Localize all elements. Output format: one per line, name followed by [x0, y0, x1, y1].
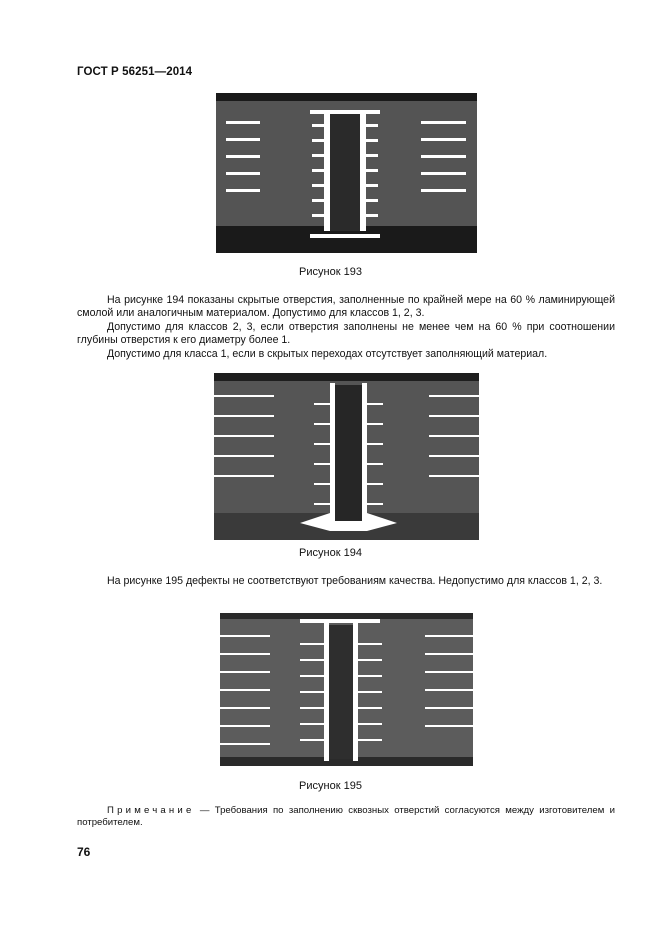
paragraph: Допустимо для класса 1, если в скрытых переходах отсутствует заполняющий материал. — [107, 347, 548, 360]
figure-194-image — [214, 373, 479, 540]
figure-195-image — [220, 613, 473, 766]
document-code: ГОСТ Р 56251—2014 — [77, 66, 193, 78]
figure-193-caption: Рисунок 193 — [299, 266, 362, 278]
figure-193-image — [216, 93, 477, 253]
note-block — [77, 805, 615, 830]
paragraph: На рисунке 195 дефекты не соответствуют требованиям качества. Недопустимо для классов 1, 2, 3. — [107, 575, 603, 587]
section1-text — [77, 294, 615, 361]
figure-195-photo — [220, 613, 473, 766]
paragraph: На рисунке 194 показаны скрытые отверстия, заполненные по крайней мере на 60 % ламинирующей смолой или аналогичным материалом. Допустимо для классов 1, 2, 3. — [77, 294, 615, 320]
figure-194-photo — [214, 373, 479, 540]
note-text: — Требования по заполнению сквозных отверстий согласуются между изготовителем и потребителем. — [77, 805, 615, 829]
section2-text — [77, 575, 615, 588]
page-number: 76 — [77, 845, 91, 859]
figure-194-caption: Рисунок 194 — [299, 547, 362, 559]
paragraph: Допустимо для классов 2, 3, если отверстия заполнены не менее чем на 60 % при соотношении глубины отверстия к его диаметру более 1. — [77, 320, 615, 347]
figure-195-caption: Рисунок 195 — [299, 780, 362, 792]
note-label: Примечание — [107, 805, 195, 816]
figure-193-photo — [216, 93, 477, 253]
